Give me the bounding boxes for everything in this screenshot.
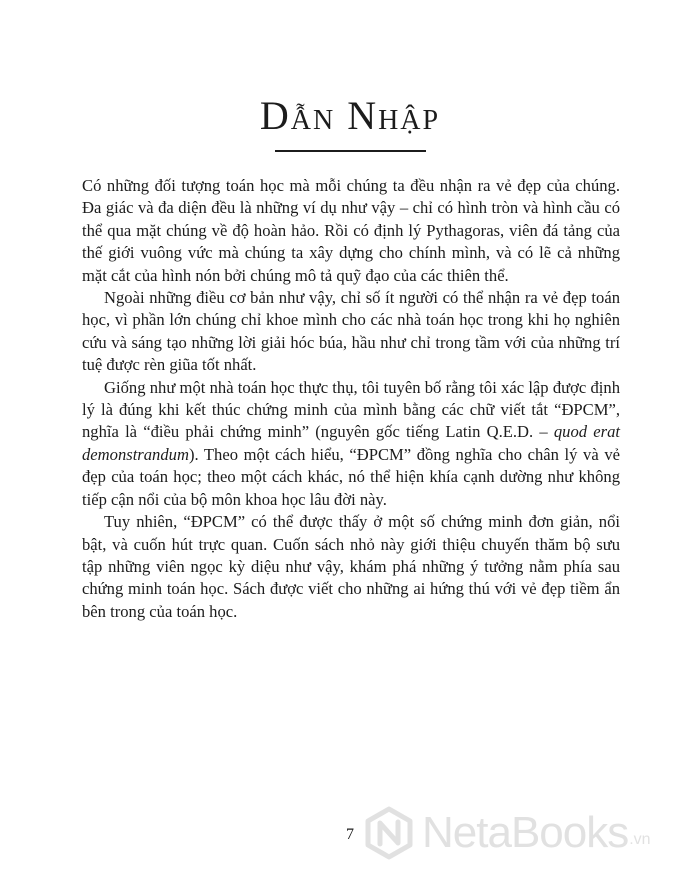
paragraph-4: Tuy nhiên, “ĐPCM” có thể được thấy ở một số chứng minh đơn giản, nổi bật, và cuốn hút trực quan. Cuốn sách nhỏ này giới thiệu chuyến thăm bộ sưu tập những viên ngọc kỳ diệu như vậy, khám phá những ý tưởng nằm phía sau chứng minh toán học. Sách được viết cho những ai hứng thú với vẻ đẹp tiềm ẩn bên trong của toán học. [82, 512, 620, 621]
watermark-brand: NetaBooks [422, 808, 629, 857]
netabooks-logo-icon [362, 806, 416, 860]
title-underline [275, 150, 426, 152]
paragraph-3 [82, 377, 620, 511]
paragraph-3-text-before: Giống như một nhà toán học thực thụ, tôi tuyên bố rằng tôi xác lập được định lý là đúng khi kết thúc chứng minh của mình bằng các chữ viết tắt “ĐPCM”, nghĩa là “điều phải chứng minh” (nguyên gốc tiếng Latin Q.E.D. – [82, 377, 620, 442]
page-number: 7 [346, 826, 354, 843]
body-text [82, 175, 620, 623]
watermark [362, 805, 651, 861]
page-title: Dẫn Nhập [259, 93, 441, 138]
paragraph-1: Có những đối tượng toán học mà mỗi chúng ta đều nhận ra vẻ đẹp của chúng. Đa giác và đa diện đều là những ví dụ như vậy – chỉ có hình tròn và hình cầu có thể qua mặt chúng về độ hoàn hảo. Rồi có định lý Pythagoras, viên đá tảng của thế giới vuông vức mà chúng ta xây dựng cho chính mình, và có lẽ cả những mặt cắt của hình nón bởi chúng mô tả quỹ đạo của các thiên thể. [82, 176, 620, 285]
paragraph-2: Ngoài những điều cơ bản như vậy, chỉ số ít người có thể nhận ra vẻ đẹp toán học, vì phần lớn chúng chỉ khoe mình cho các nhà toán học trong khi họ nghiên cứu và sáng tạo những lời giải hóc búa, hầu như chỉ trong tầm với của những trí tuệ được rèn giũa tốt nhất. [82, 288, 620, 375]
latin-phrase: quod erat demonstrandum [82, 422, 620, 464]
paragraph-3-text-after: ). Theo một cách hiểu, “ĐPCM” đồng nghĩa cho chân lý và vẻ đẹp của toán học; theo một cách khác, nó thể hiện khía cạnh dường như không tiếp cận nổi của bộ môn khoa học lâu đời này. [82, 444, 620, 509]
watermark-suffix: .vn [629, 831, 651, 848]
